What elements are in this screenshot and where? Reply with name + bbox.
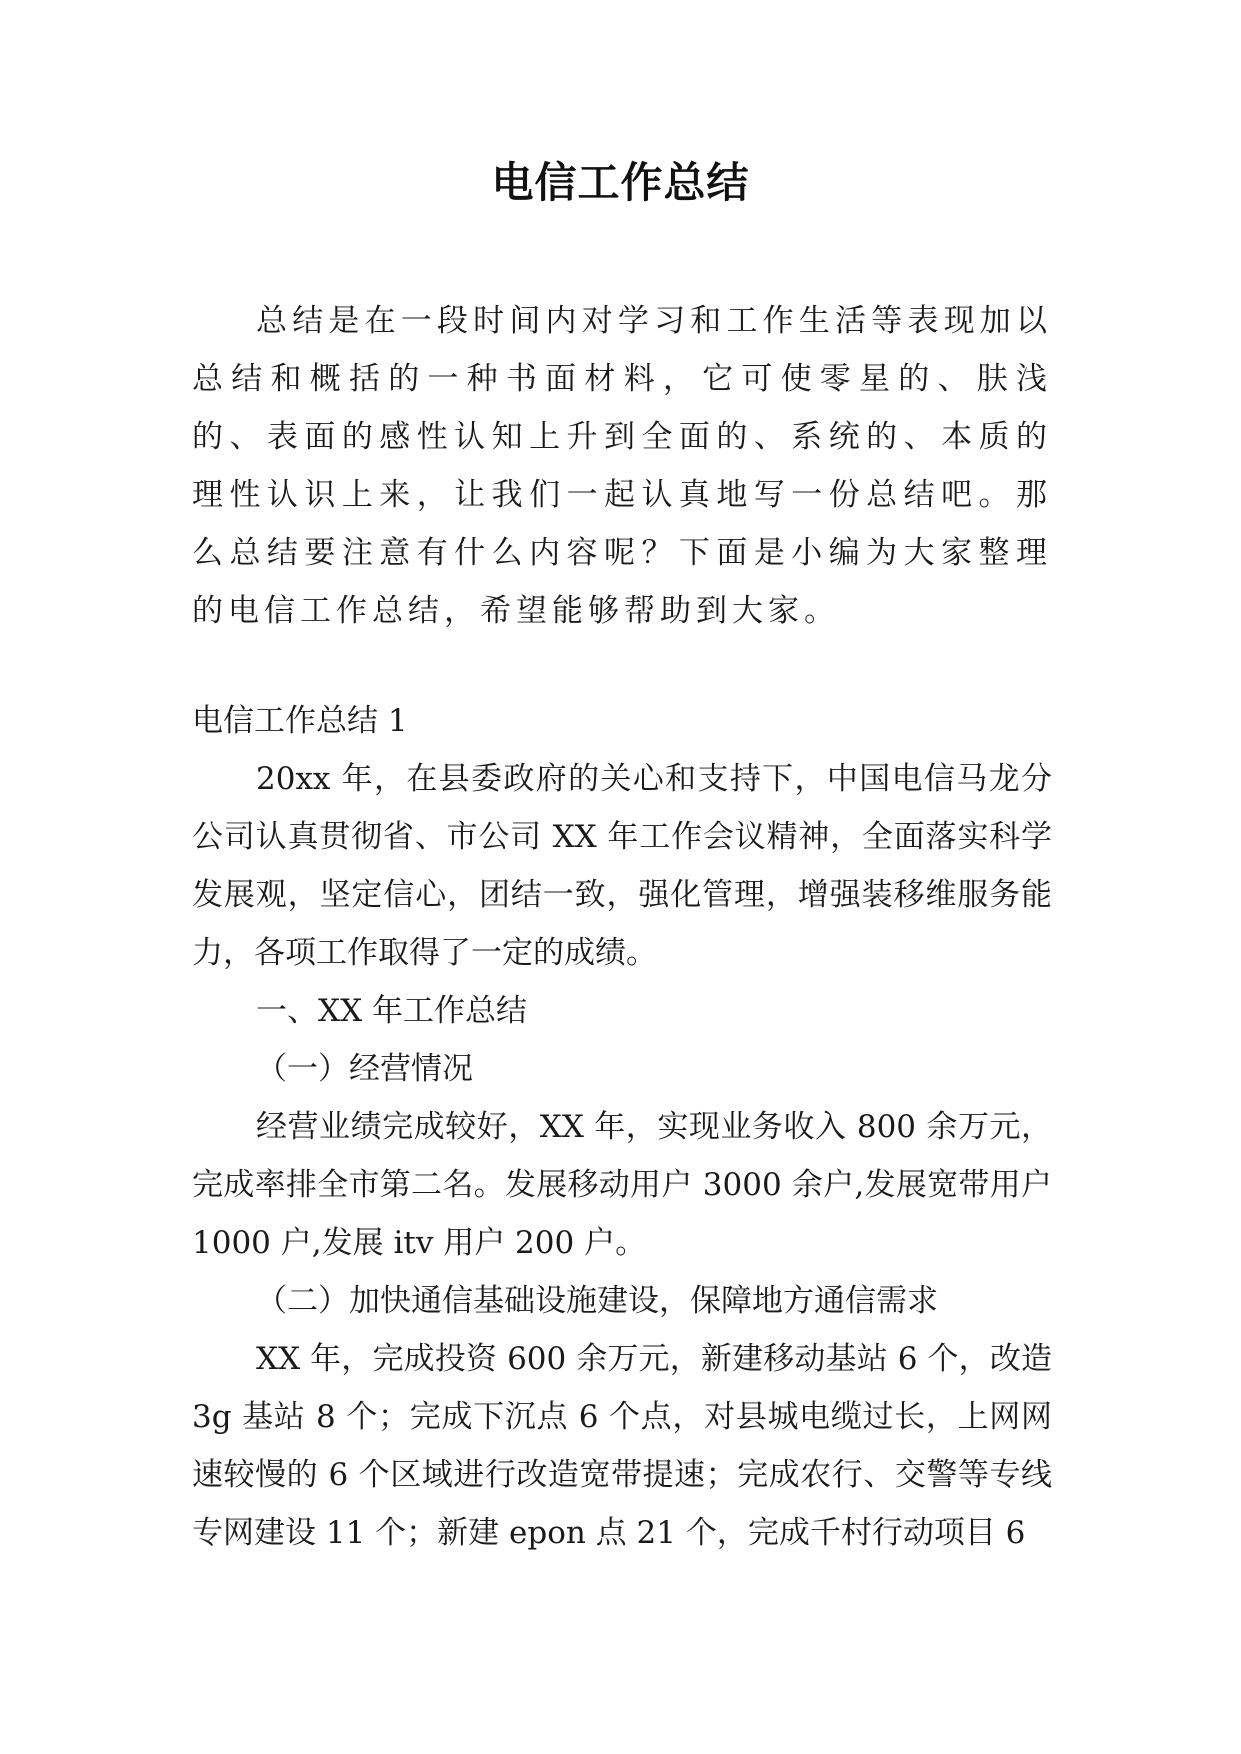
intro-paragraph: 总结是在一段时间内对学习和工作生活等表现加以总结和概括的一种书面材料，它可使零星的、肤浅的、表面的感性认知上升到全面的、系统的、本质的理性认识上来，让我们一起认真地写一份总结吧。那么总结要注意有什么内容呢？下面是小编为大家整理的电信工作总结，希望能够帮助到大家。 <box>192 303 1052 629</box>
document-title: 电信工作总结 <box>491 158 750 207</box>
paragraph-1: 20xx 年，在县委政府的关心和支持下，中国电信马龙分公司认真贯彻省、市公司 XX 年工作会议精神，全面落实科学发展观，坚定信心，团结一致，强化管理，增强装移维服务能力，各项工作取得了一定的成绩。 <box>192 761 1052 971</box>
paragraph-3: XX 年，完成投资 600 余万元，新建移动基站 6 个，改造 3g 基站 8 个；完成下沉点 6 个点，对县城电缆过长，上网网速较慢的 6 个区域进行改造宽带提速；完成农行、交警等专线专网建设 11 个；新建 epon 点 21 个，完成千村行动项目 6 <box>192 1341 1052 1551</box>
document-body <box>192 292 1052 1562</box>
heading-1-2: （二）加快通信基础设施建设，保障地方通信需求 <box>256 1283 938 1319</box>
heading-1: 一、XX 年工作总结 <box>256 993 527 1029</box>
paragraph-2: 经营业绩完成较好，XX 年，实现业务收入 800 余万元，完成率排全市第二名。发展移动用户 3000 余户,发展宽带用户 1000 户,发展 itv 用户 200 户。 <box>192 1109 1052 1261</box>
heading-1-1: （一）经营情况 <box>256 1051 473 1087</box>
section-heading: 电信工作总结 1 <box>192 703 408 739</box>
